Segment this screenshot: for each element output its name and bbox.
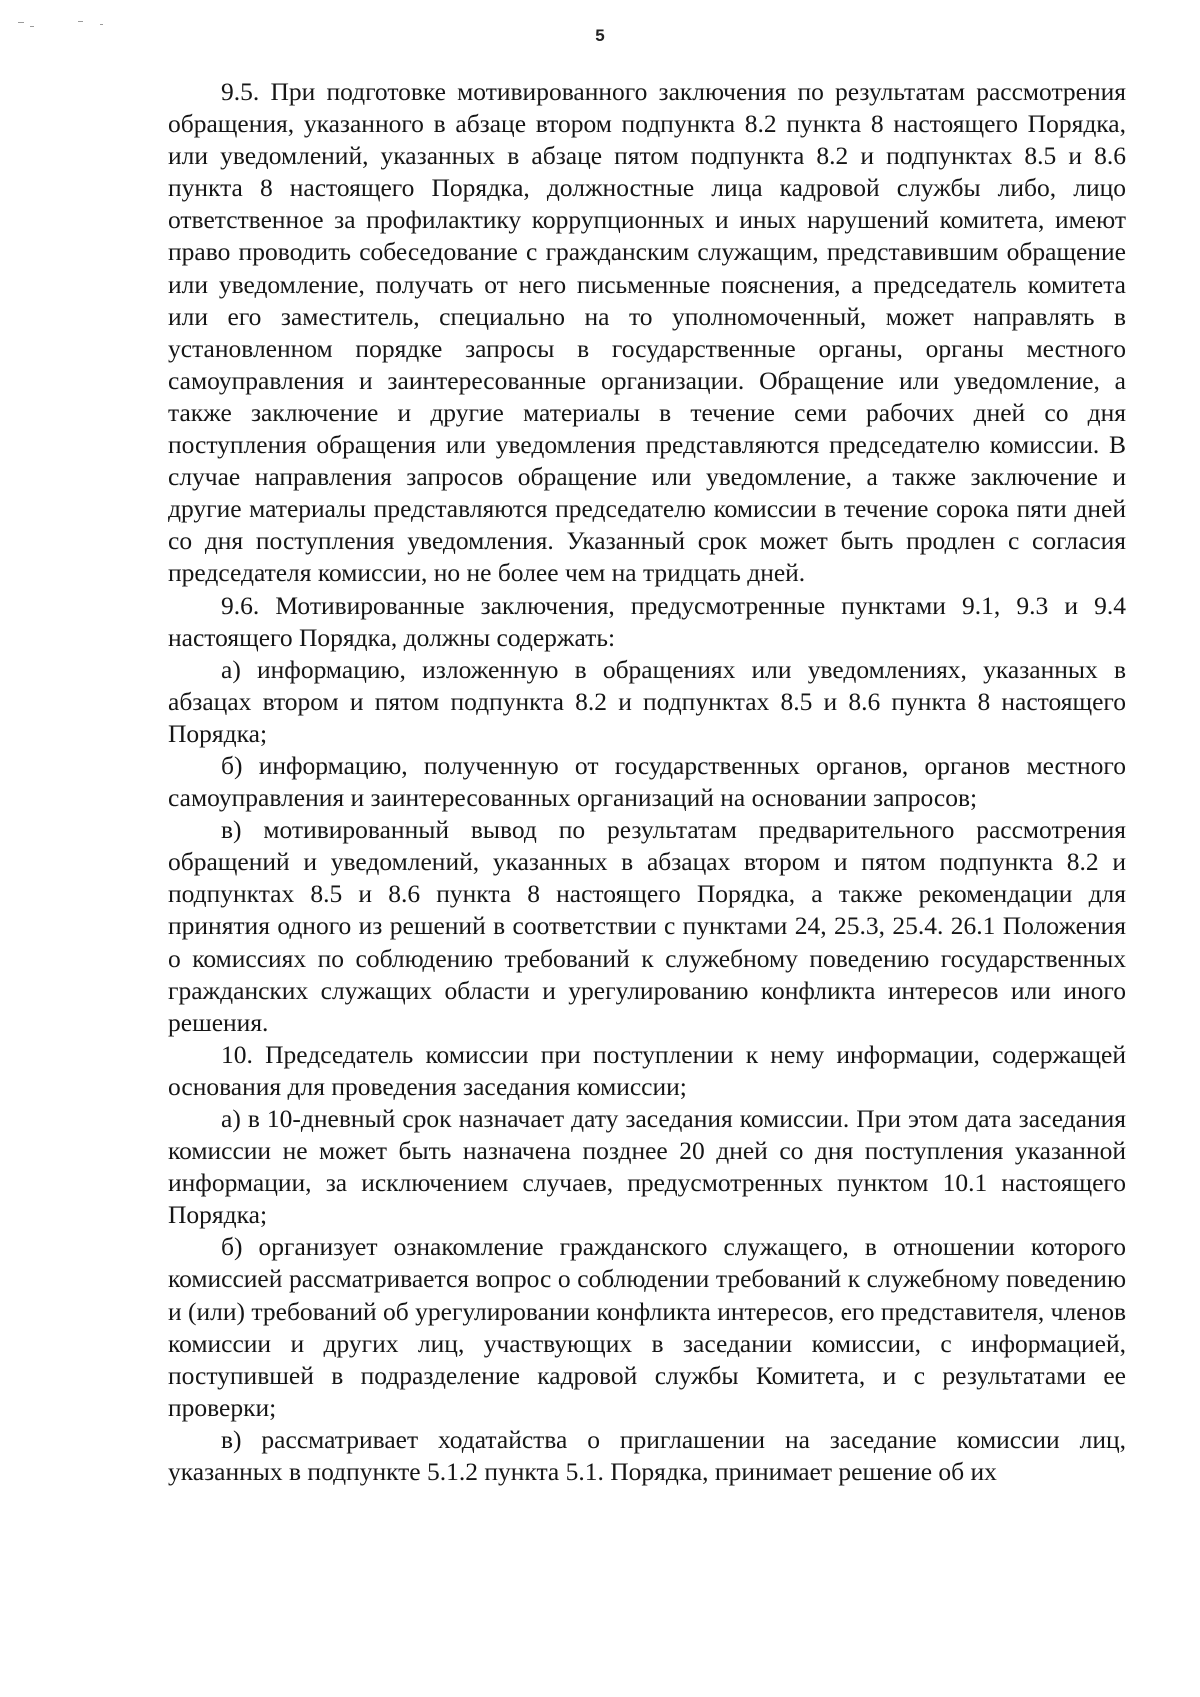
paragraph-10-a: а) в 10-дневный срок назначает дату заседания комиссии. При этом дата заседания комиссии не может быть назначена позднее 20 дней со дня поступления указанной информации, за исключением случаев, предусмотренных пунктом 10.1 настоящего Порядка; [168, 1104, 1126, 1230]
document-body [168, 76, 1126, 1488]
paragraph-9-6: 9.6. Мотивированные заключения, предусмотренные пунктами 9.1, 9.3 и 9.4 настоящего Порядка, должны содержать: [168, 590, 1126, 652]
paragraph-10-b: б) организует ознакомление гражданского служащего, в отношении которого комиссией рассматривается вопрос о соблюдении требований к служебному поведению и (или) требований об урегулировании конфликта интересов, его представителя, членов комиссии и других лиц, участвующих в заседании комиссии, с информацией, поступившей в подразделение кадровой службы Комитета, и с результатами ее проверки; [168, 1232, 1126, 1422]
paragraph-9-6-v: в) мотивированный вывод по результатам предварительного рассмотрения обращений и уведомлений, указанных в абзацах втором и пятом подпункта 8.2 и подпунктах 8.5 и 8.6 пункта 8 настоящего Порядка, а также рекомендации для принятия одного из решений в соответствии с пунктами 24, 25.3, 25.4. 26.1 Положения о комиссиях по соблюдению требований к служебному поведению государственных гражданских служащих области и урегулированию конфликта интересов или иного решения. [168, 815, 1126, 1037]
paragraph-10-v: в) рассматривает ходатайства о приглашении на заседание комиссии лиц, указанных в подпункте 5.1.2 пункта 5.1. Порядка, принимает решение об их [168, 1424, 1126, 1487]
paragraph-9-6-b: б) информацию, полученную от государственных органов, органов местного самоуправления и заинтересованных организаций на основании запросов; [168, 750, 1126, 813]
paragraph-10: 10. Председатель комиссии при поступлении к нему информации, содержащей основания для проведения заседания комиссии; [168, 1039, 1126, 1101]
paragraph-9-5: 9.5. При подготовке мотивированного заключения по результатам рассмотрения обращения, указанного в абзаце втором подпункта 8.2 пункта 8 настоящего Порядка, или уведомлений, указанных в абзаце пятом подпункта 8.2 и подпунктах 8.5 и 8.6 пункта 8 настоящего Порядка, должностные лица кадровой службы либо, лицо ответственное за профилактику коррупционных и иных нарушений комитета, имеют право проводить собеседование с гражданским служащим, представившим обращение или уведомление, получать от него письменные пояснения, а председатель комитета или его заместитель, специально на то уполномоченный, может направлять в установленном порядке запросы в государственные органы, органы местного самоуправления и заинтересованные организации. Обращение или уведомление, а также заключение и другие материалы в течение семи рабочих дней со дня поступления обращения или уведомления представляются председателю комиссии. В случае направления запросов обращение или уведомление, а также заключение и другие материалы представляются председателю комиссии в течение сорока пяти дней со дня поступления уведомления. Указанный срок может быть продлен с согласия председателя комиссии, но не более чем на тридцать дней. [168, 77, 1126, 588]
paragraph-9-6-a: а) информацию, изложенную в обращениях или уведомлениях, указанных в абзацах втором и пятом подпункта 8.2 и подпунктах 8.5 и 8.6 пункта 8 настоящего Порядка; [168, 654, 1126, 748]
page-number: 5 [595, 26, 605, 45]
